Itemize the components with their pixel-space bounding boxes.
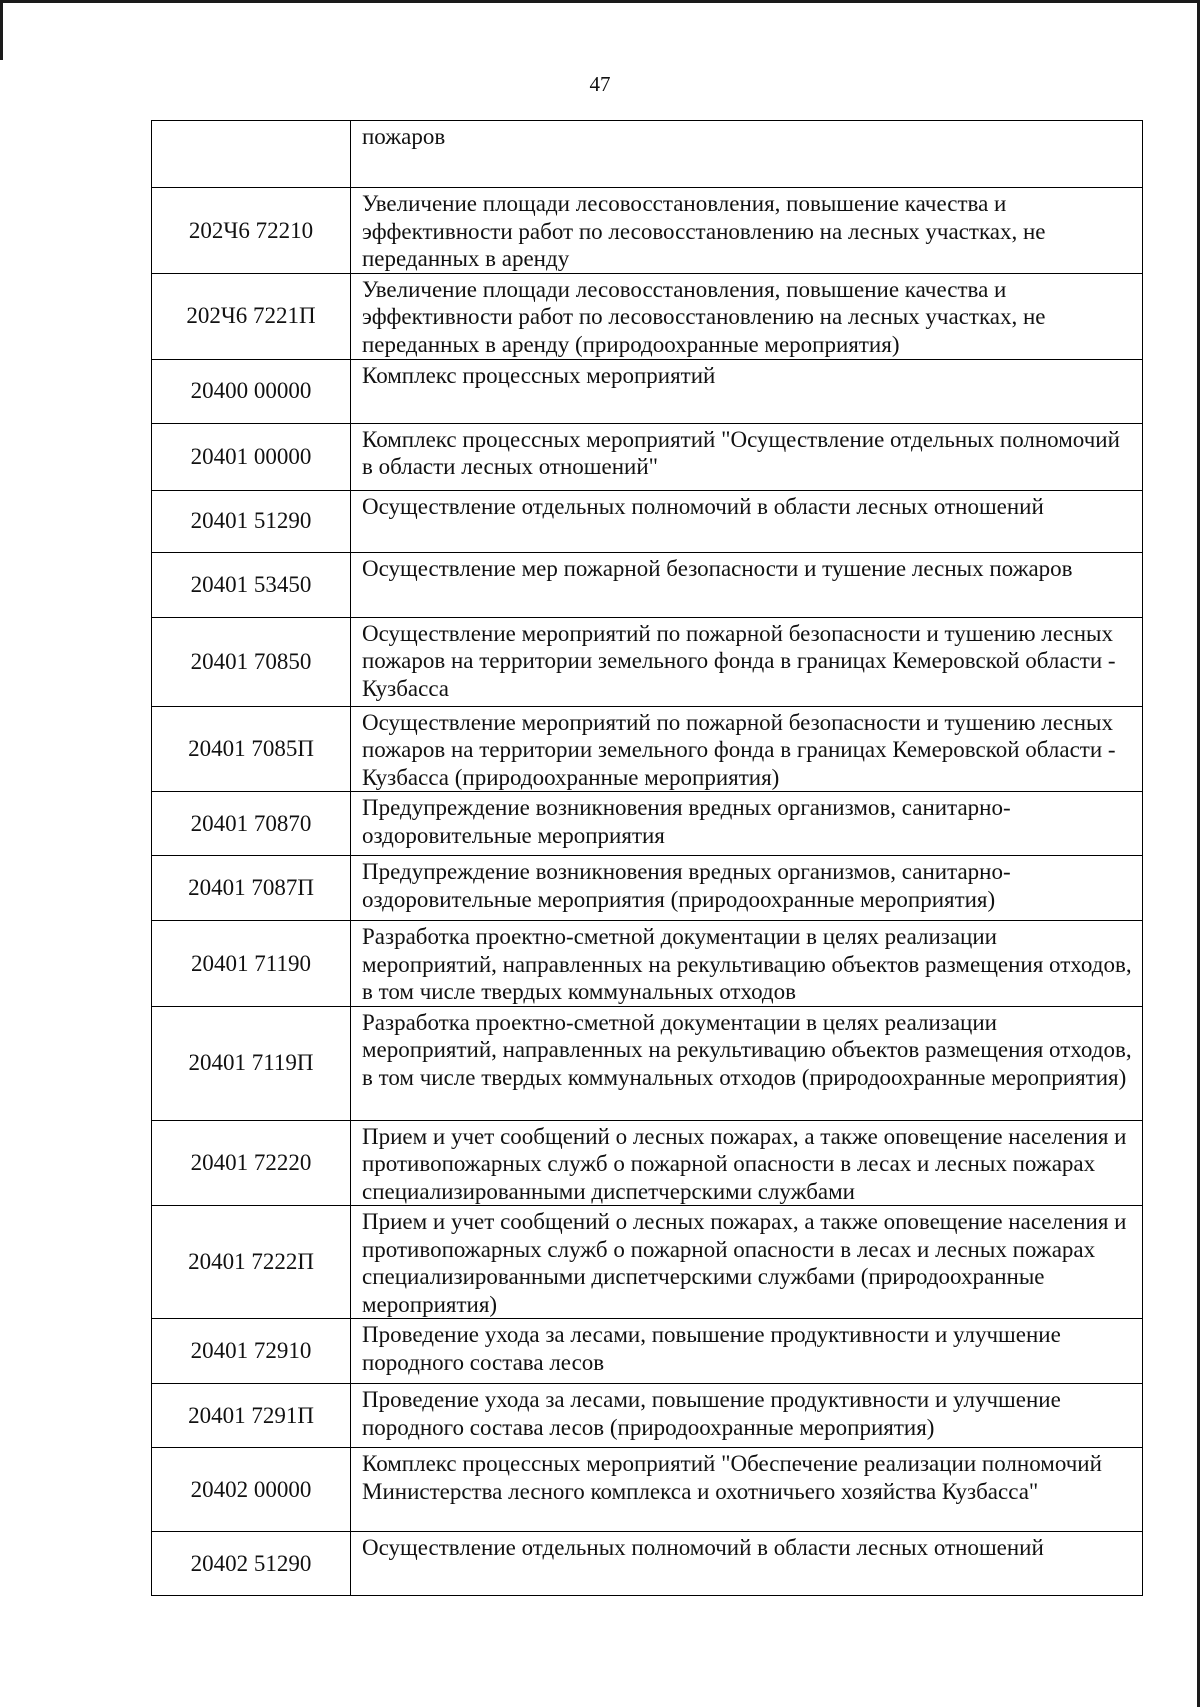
row-description: Осуществление мероприятий по пожарной безопасности и тушению лесных пожаров на территории земельного фонда в границах Кемеровской области - Кузбасса (природоохранные мероприятия)	[351, 706, 1143, 792]
row-code: 20401 70850	[152, 617, 351, 706]
row-description: пожаров	[351, 121, 1143, 188]
table-row	[152, 617, 1143, 706]
row-description: Предупреждение возникновения вредных организмов, санитарно-оздоровительные мероприятия	[351, 792, 1143, 856]
row-code: 20401 72910	[152, 1319, 351, 1384]
table-row	[152, 359, 1143, 423]
table-row	[152, 1448, 1143, 1532]
row-description: Прием и учет сообщений о лесных пожарах, а также оповещение населения и противопожарных служб о пожарной опасности в лесах и лесных пожарах специализированными диспетчерскими службами	[351, 1120, 1143, 1206]
row-code: 20401 7119П	[152, 1006, 351, 1120]
table-row	[152, 1319, 1143, 1384]
row-code: 20400 00000	[152, 359, 351, 423]
row-description: Комплекс процессных мероприятий "Обеспечение реализации полномочий Министерства лесного комплекса и охотничьего хозяйства Кузбасса"	[351, 1448, 1143, 1532]
row-description: Прием и учет сообщений о лесных пожарах, а также оповещение населения и противопожарных служб о пожарной опасности в лесах и лесных пожарах специализированными диспетчерскими службами (природоохранные мероприятия)	[351, 1206, 1143, 1319]
row-code: 202Ч6 72210	[152, 188, 351, 274]
row-description: Разработка проектно-сметной документации в целях реализации мероприятий, направленных на рекультивацию объектов размещения отходов, в том числе твердых коммунальных отходов	[351, 921, 1143, 1007]
table-row	[152, 856, 1143, 921]
row-description: Увеличение площади лесовосстановления, повышение качества и эффективности работ по лесовосстановлению на лесных участках, не переданных в аренду	[351, 188, 1143, 274]
row-description: Предупреждение возникновения вредных организмов, санитарно-оздоровительные мероприятия (природоохранные мероприятия)	[351, 856, 1143, 921]
scan-edge-left	[0, 0, 3, 60]
row-code: 20401 70870	[152, 792, 351, 856]
table-row	[152, 921, 1143, 1007]
row-code: 20401 7087П	[152, 856, 351, 921]
table-row	[152, 1384, 1143, 1448]
row-description: Осуществление мероприятий по пожарной безопасности и тушению лесных пожаров на территории земельного фонда в границах Кемеровской области - Кузбасса	[351, 617, 1143, 706]
row-code: 20401 72220	[152, 1120, 351, 1206]
row-code: 20401 51290	[152, 490, 351, 552]
table-row	[152, 273, 1143, 359]
row-description: Проведение ухода за лесами, повышение продуктивности и улучшение породного состава лесов (природоохранные мероприятия)	[351, 1384, 1143, 1448]
row-code: 20401 7291П	[152, 1384, 351, 1448]
row-code: 20402 00000	[152, 1448, 351, 1532]
row-code: 20401 7085П	[152, 706, 351, 792]
row-description: Увеличение площади лесовосстановления, повышение качества и эффективности работ по лесовосстановлению на лесных участках, не переданных в аренду (природоохранные мероприятия)	[351, 273, 1143, 359]
row-code: 20401 53450	[152, 552, 351, 617]
budget-classification-table	[151, 120, 1143, 1596]
row-code: 20402 51290	[152, 1532, 351, 1596]
table-row	[152, 552, 1143, 617]
table-row	[152, 490, 1143, 552]
row-code: 20401 7222П	[152, 1206, 351, 1319]
row-description: Комплекс процессных мероприятий	[351, 359, 1143, 423]
row-code: 20401 00000	[152, 423, 351, 490]
table-row	[152, 121, 1143, 188]
row-description: Разработка проектно-сметной документации в целях реализации мероприятий, направленных на рекультивацию объектов размещения отходов, в том числе твердых коммунальных отходов (природоохранные мероприятия)	[351, 1006, 1143, 1120]
table-row	[152, 706, 1143, 792]
row-description: Осуществление мер пожарной безопасности и тушение лесных пожаров	[351, 552, 1143, 617]
row-description: Комплекс процессных мероприятий "Осуществление отдельных полномочий в области лесных отношений"	[351, 423, 1143, 490]
row-description: Осуществление отдельных полномочий в области лесных отношений	[351, 1532, 1143, 1596]
scan-edge-top	[0, 0, 1200, 3]
row-code	[152, 121, 351, 188]
table-row	[152, 1120, 1143, 1206]
row-description: Проведение ухода за лесами, повышение продуктивности и улучшение породного состава лесов	[351, 1319, 1143, 1384]
table-row	[152, 1532, 1143, 1596]
table-row	[152, 188, 1143, 274]
table-row	[152, 423, 1143, 490]
row-description: Осуществление отдельных полномочий в области лесных отношений	[351, 490, 1143, 552]
table-row	[152, 792, 1143, 856]
table-row	[152, 1006, 1143, 1120]
row-code: 202Ч6 7221П	[152, 273, 351, 359]
row-code: 20401 71190	[152, 921, 351, 1007]
page-number: 47	[589, 72, 611, 96]
table-row	[152, 1206, 1143, 1319]
